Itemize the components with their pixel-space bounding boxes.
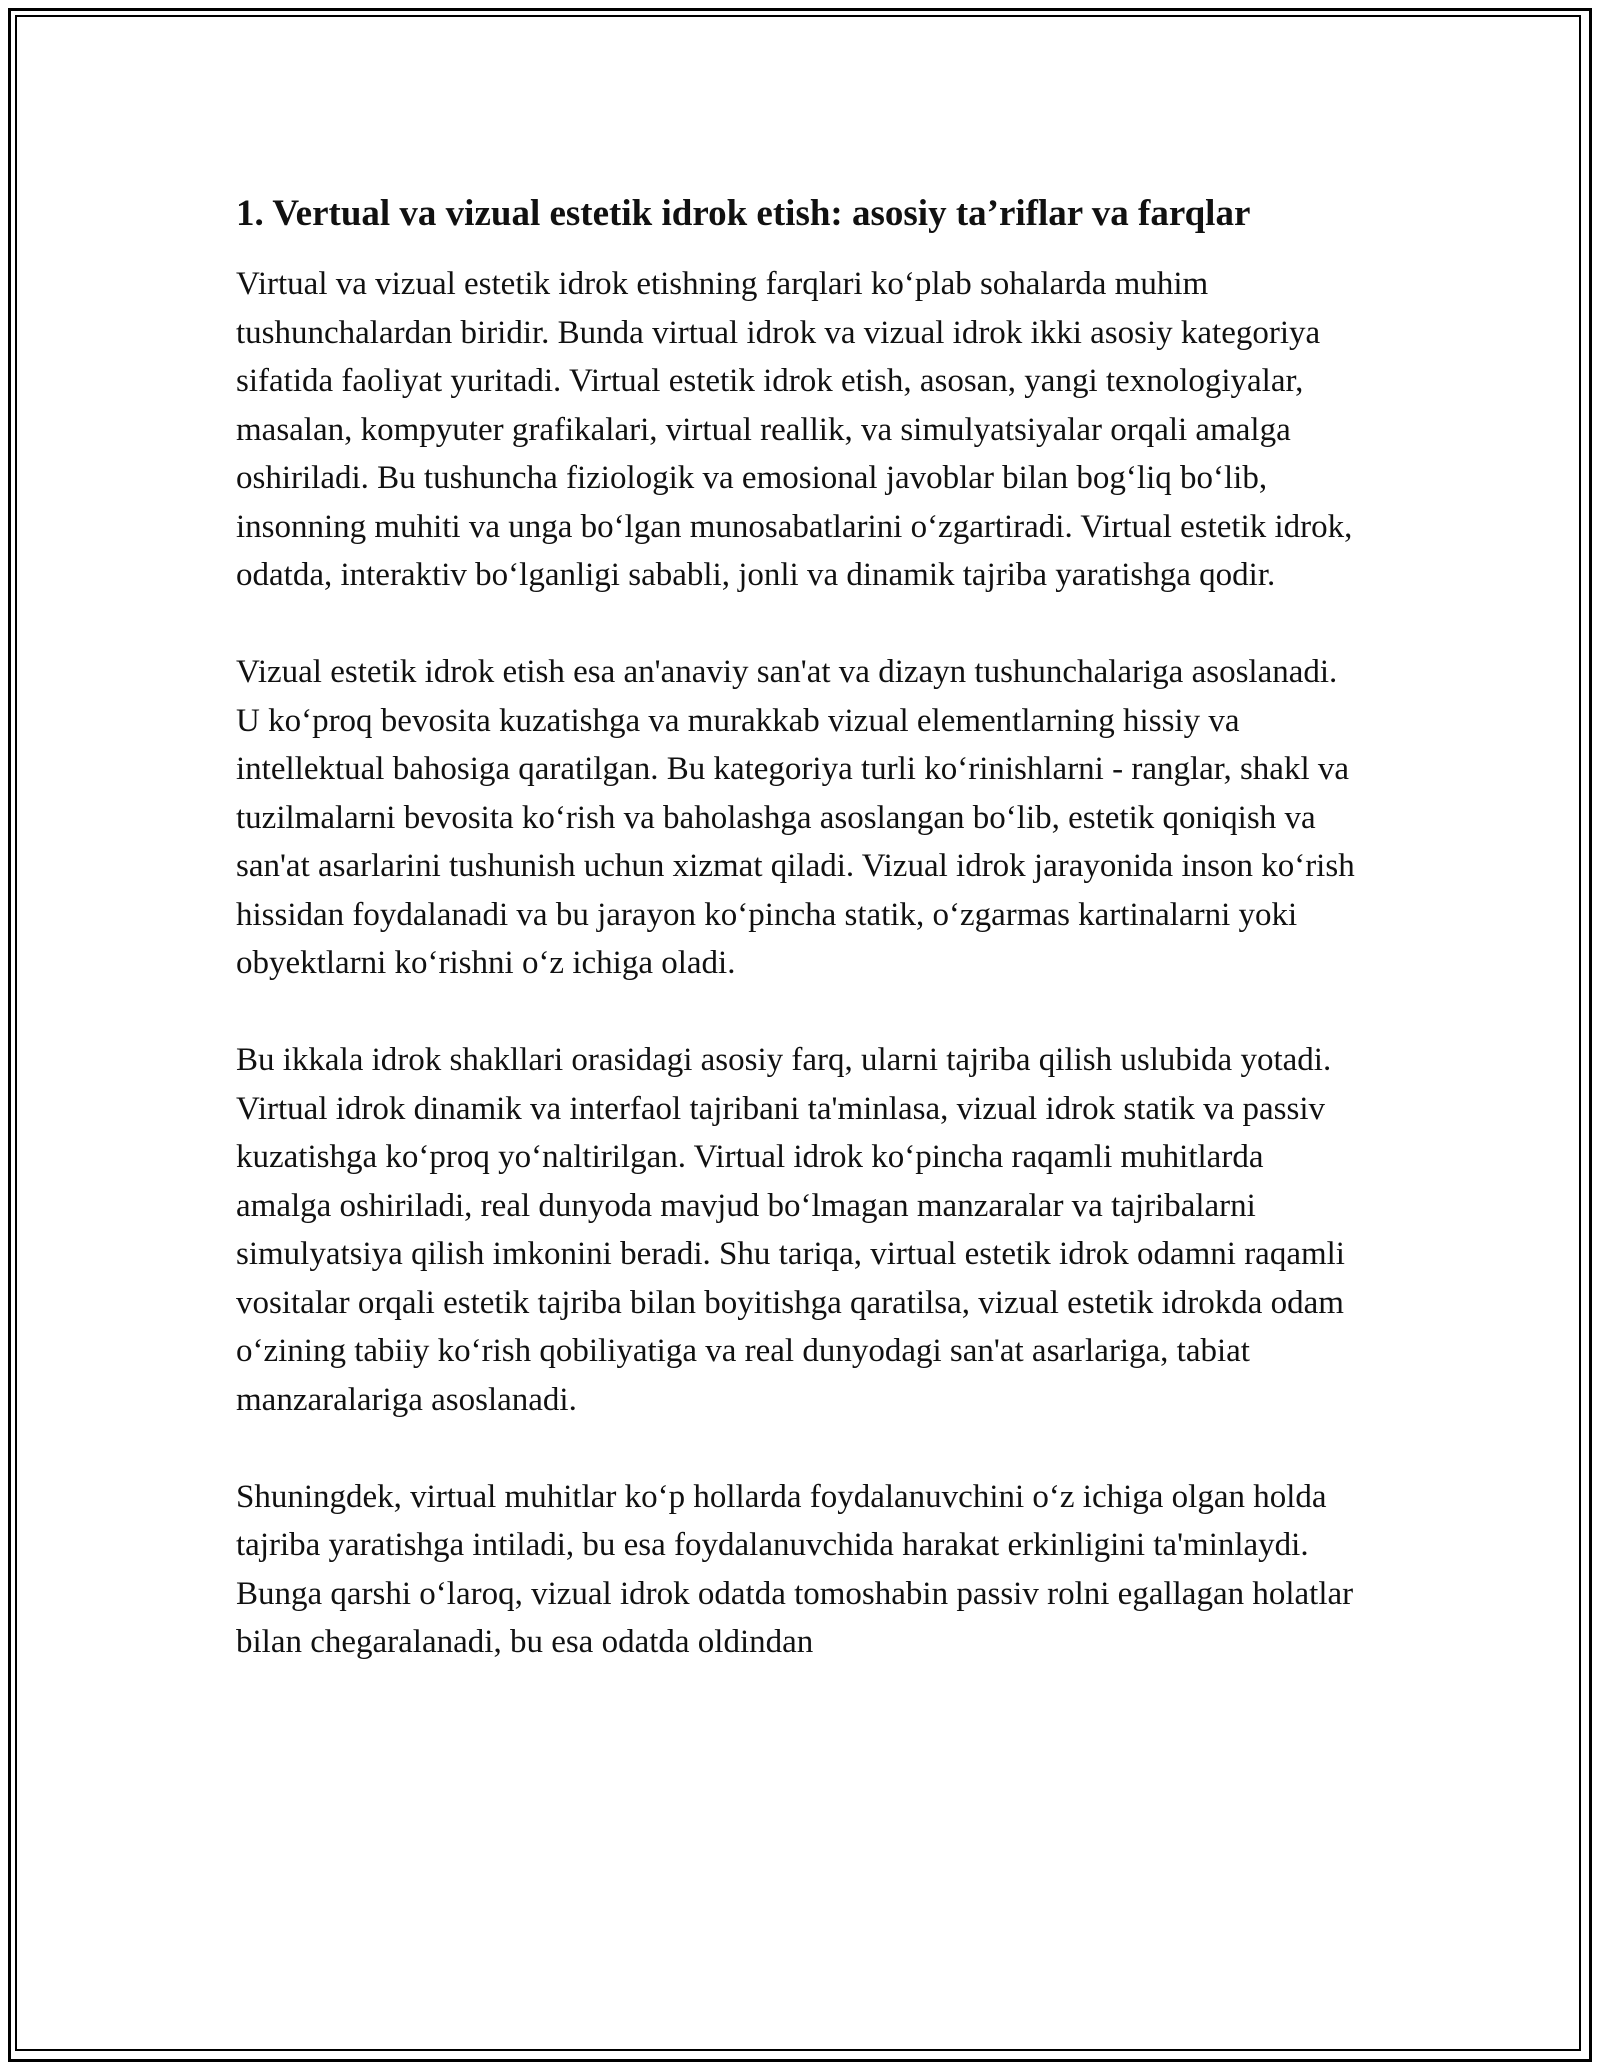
paragraph-1: Virtual va vizual estetik idrok etishning farqlari ko‘plab sohalarda muhim tushunchalardan biridir. Bunda virtual idrok va vizual idrok ikki asosiy kategoriya sifatida faoliyat yuritadi. Virtual estetik idrok etish, asosan, yangi texnologiyalar, masalan, kompyuter grafikalari, virtual reallik, va simulyatsiyalar orqali amalga oshiriladi. Bu tushuncha fiziologik va emosional javoblar bilan bog‘liq bo‘lib, insonning muhiti va unga bo‘lgan munosabatlarini o‘zgartiradi. Virtual estetik idrok, odatda, interaktiv bo‘lganligi sababli, jonli va dinamik tajriba yaratishga qodir.	[236, 266, 1353, 593]
paragraph-3: Bu ikkala idrok shakllari orasidagi asosiy farq, ularni tajriba qilish uslubida yotadi. Virtual idrok dinamik va interfaol tajribani ta'minlasa, vizual idrok statik va passiv kuzatishga ko‘proq yo‘naltirilgan. Virtual idrok ko‘pincha raqamli muhitlarda amalga oshiriladi, real dunyoda mavjud bo‘lmagan manzaralar va tajribalarni simulyatsiya qilish imkonini beradi. Shu tariqa, virtual estetik idrok odamni raqamli vositalar orqali estetik tajriba bilan boyitishga qaratilsa, vizual estetik idrokda odam o‘zining tabiiy ko‘rish qobiliyatiga va real dunyodagi san'at asarlariga, tabiat manzaralariga asoslanadi.	[236, 1042, 1345, 1418]
paragraph-2: Vizual estetik idrok etish esa an'anaviy san'at va dizayn tushunchalariga asoslanadi. U ko‘proq bevosita kuzatishga va murakkab vizual elementlarning hissiy va intellektual bahosiga qaratilgan. Bu kategoriya turli ko‘rinishlarni - ranglar, shakl va tuzilmalarni bevosita ko‘rish va baholashga asoslangan bo‘lib, estetik qoniqish va san'at asarlarini tushunish uchun xizmat qiladi. Vizual idrok jarayonida inson ko‘rish hissidan foydalanadi va bu jarayon ko‘pincha statik, o‘zgarmas kartinalarni yoki obyektlarni ko‘rishni o‘z ichiga oladi.	[236, 654, 1355, 981]
document-body	[236, 186, 1366, 1715]
paragraph-4: Shuningdek, virtual muhitlar ko‘p hollarda foydalanuvchini o‘z ichiga olgan holda tajriba yaratishga intiladi, bu esa foydalanuvchida harakat erkinligini ta'minlaydi. Bunga qarshi o‘laroq, vizual idrok odatda tomoshabin passiv rolni egallagan holatlar bilan chegaralanadi, bu esa odatda oldindan	[236, 1478, 1354, 1660]
section-heading: 1. Vertual va vizual estetik idrok etish: asosiy ta’riflar va farqlar	[236, 193, 1251, 234]
